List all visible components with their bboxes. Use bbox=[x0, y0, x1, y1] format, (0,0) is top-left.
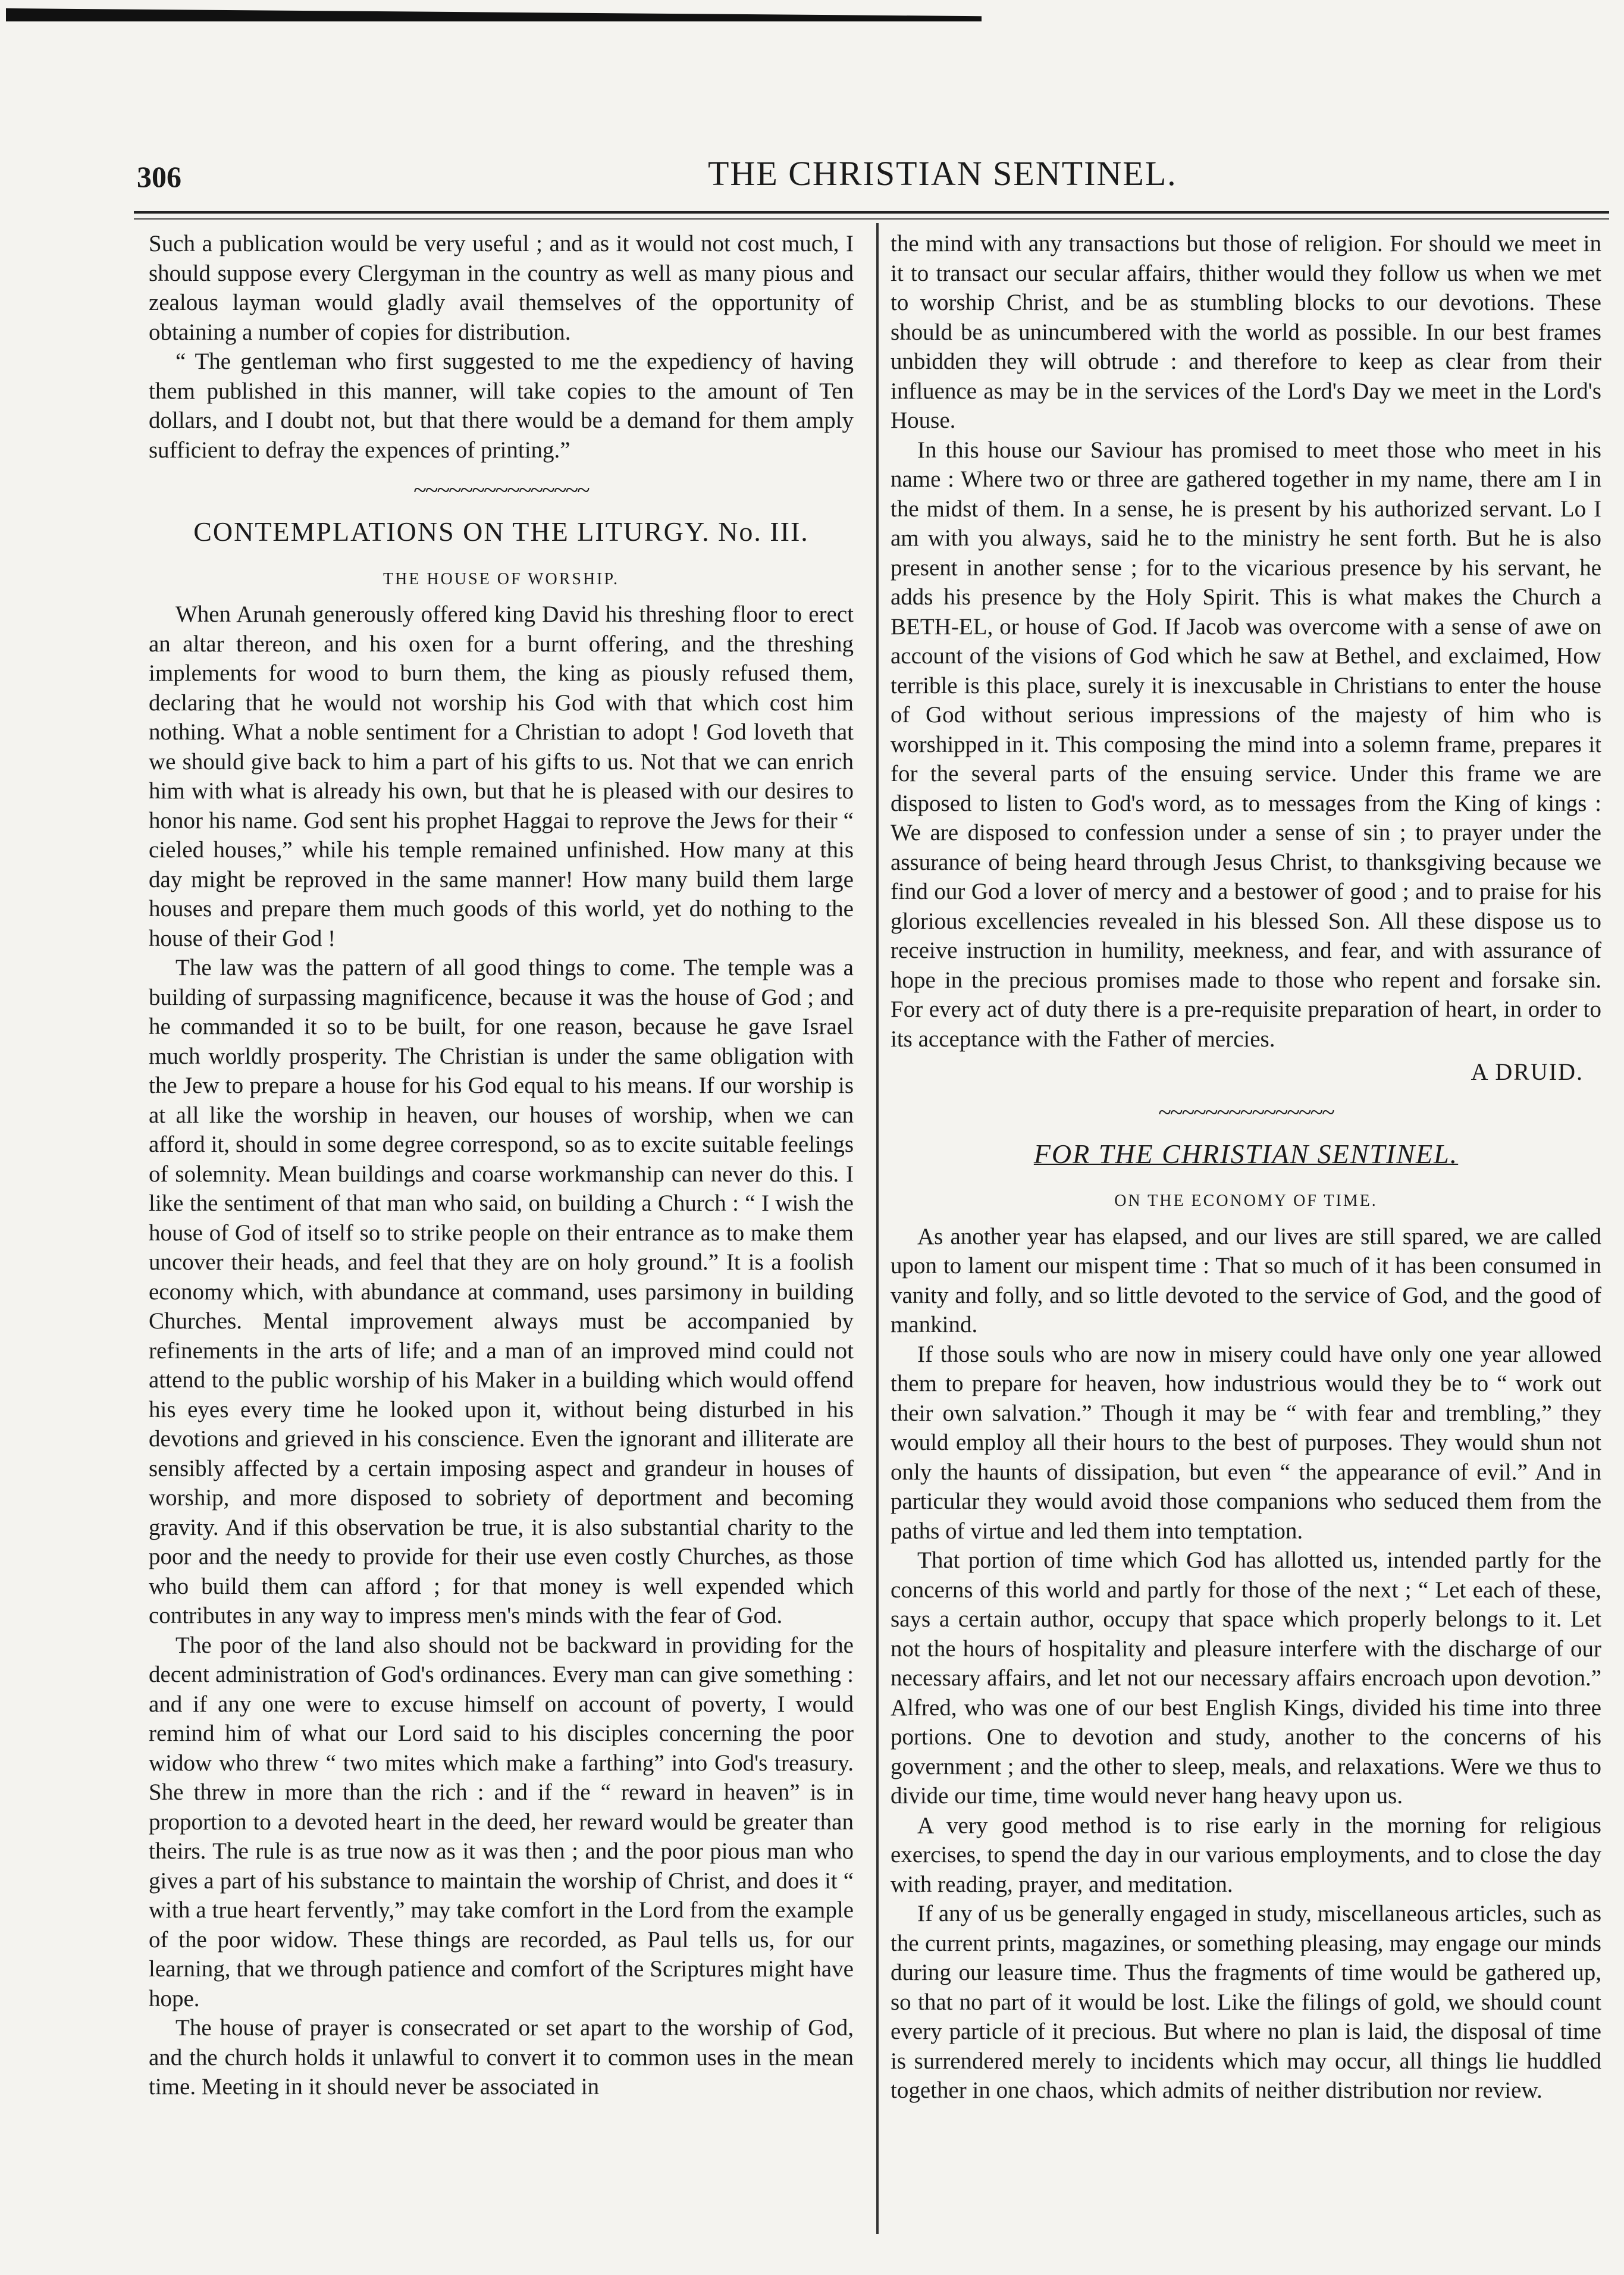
header-rule bbox=[134, 211, 1609, 220]
top-border-rule bbox=[6, 8, 982, 21]
continued-paragraph: In this house our Saviour has promised to meet those who meet in his name : Where two or three are gathered together in my name, there am I in the midst of them. In a sense, he is present by his authorized servant. Lo I am with you always, said he to the ministry he sent forth. But he is also present in another sense ; for to the vicarious presence by his servant, he adds his presence by the Holy Spirit. This is what makes the Church a BETH-EL, or house of God. If Jacob was overcome with a sense of awe on account of the visions of God which he saw at Bethel, and exclaimed, How terrible is this place, surely it is inexcusable in Christians to enter the house of God without serious impressions of the majesty of him who is worshipped in it. This composing the mind into a solemn frame, prepares it for the several parts of the ensuing service. Under this frame we are disposed to listen to God's word, as to messages from the King of kings : We are disposed to confession under a sense of sin ; to prayer under the assurance of being heard through Jesus Christ, to thanksgiving because we find our God a lover of mercy and a bestower of good ; and to praise for his glorious excellencies revealed in his blessed Son. All these dispose us to receive instruction in humility, meekness, and fear, and with assurance of hope in the precious promises made to those who repent and forsake sin. For every act of duty there is a pre-requisite preparation of heart, in order to its acceptance with the Father of mercies. bbox=[891, 437, 1601, 1052]
article-title: FOR THE CHRISTIAN SENTINEL. bbox=[1033, 1138, 1459, 1169]
article-paragraph: If those souls who are now in misery could have only one year allowed them to prepare for heaven, how industrious would they be to “ work out their own salvation.” Though it may be “ with fear and trembling,” they would employ all their hours to the best of purposes. They would shun not only the haunts of dissipation, but even “ the appearance of evil.” And in particular they would avoid those companions who seduced them from the paths of virtue and led them into temptation. bbox=[891, 1341, 1601, 1544]
continued-paragraph: the mind with any transactions but those of religion. For should we meet in it to transact our secular affairs, thither would they follow us when we met to worship Christ, and be as stumbling blocks to our devotions. These should be as unincumbered with the world as possible. In our best frames unbidden they will obtrude : and therefore to keep as clear from their influence as may be in the services of the Lord's Day we meet in the Lord's House. bbox=[891, 231, 1601, 433]
article-paragraph: The house of prayer is consecrated or set apart to the worship of God, and the church holds it unlawful to convert it to common uses in the mean time. Meeting in it should never be associated in bbox=[149, 2015, 854, 2099]
separator-ornament: ~~~~~~~~~~~~~~~ bbox=[1158, 1098, 1334, 1126]
page-header bbox=[137, 153, 1606, 201]
article-paragraph: The law was the pattern of all good things to come. The temple was a building of surpassing magnificence, because it was the house of God ; and he commanded it so to be built, for one reason, because he gave Israel much worldly prosperity. The Christian is under the same obligation with the Jew to prepare a house for his God equal to his means. If our worship is at all like the worship in heaven, our houses of worship, when we can afford it, should in some degree correspond, so as to excite suitable feelings of solemnity. Mean buildings and coarse workmanship can never do this. I like the sentiment of that man who said, on building a Church : “ I wish the house of God of itself so to strike people on their entrance as to make them uncover their heads, and feel that they are on holy ground.” It is a foolish economy which, with abundance at command, uses parsimony in building Churches. Mental improvement always must be accompanied by refinements in the arts of life; and a man of an improved mind could not attend to the public worship of his Maker in a building which would offend his eyes every time he looked upon it, without being disturbed in his devotions and grieved in his conscience. Even the ignorant and illiterate are sensibly affected by a certain imposing aspect and grandeur in houses of worship, and more disposed to sobriety of deportment and becoming gravity. And if this observation be true, it is also substantial charity to the poor and the needy to provide for their use even costly Churches, as those who build them can afford ; for that money is well expended which contributes in any way to impress men's minds with the fear of God. bbox=[149, 955, 854, 1628]
article-paragraph: If any of us be generally engaged in study, miscellaneous articles, such as the current prints, magazines, or something pleasing, may engage our minds during our leasure time. Thus the fragments of time would be gathered up, so that no part of it would be lost. Like the filings of gold, we should count every particle of it precious. But where no plan is laid, the disposal of time is surrendered merely to incidents which may occur, all things lie huddled together in one chaos, which admits of neither distribution nor review. bbox=[891, 1901, 1601, 2103]
article-title: CONTEMPLATIONS ON THE LITURGY. No. III. bbox=[193, 516, 809, 547]
article-subhead: THE HOUSE OF WORSHIP. bbox=[383, 569, 619, 588]
article-subhead: ON THE ECONOMY OF TIME. bbox=[1114, 1192, 1378, 1210]
running-title: THE CHRISTIAN SENTINEL. bbox=[708, 154, 1177, 193]
right-column bbox=[891, 229, 1601, 2105]
article-paragraph: The poor of the land also should not be backward in providing for the decent administration of God's ordinances. Every man can give something : and if any one were to excuse himself on account of poverty, I would remind him of what our Lord said to his disciples concerning the poor widow who threw “ two mites which make a farthing” into God's treasury. She threw in more than the rich : and if the “ reward in heaven” is in proportion to a devoted heart in the deed, her reward would be greater than theirs. The rule is as true now as it was then ; and the poor pious man who gives a part of his substance to maintain the worship of Christ, and does it “ with a true heart fervently,” may take comfort in the Lord from the example of the poor widow. These things are recorded, as Paul tells us, for our learning, that we through patience and comfort of the Scriptures might have hope. bbox=[149, 1632, 854, 2011]
intro-paragraph: Such a publication would be very useful ; and as it would not cost much, I should suppose every Clergyman in the country as well as many pious and zealous layman would gladly avail themselves of the opportunity of obtaining a number of copies for distribution. bbox=[149, 231, 854, 345]
article-paragraph: When Arunah generously offered king David his threshing floor to erect an altar thereon, and his oxen for a burnt offering, and the threshing implements for wood to burn them, the king as piously refused them, declaring that he would not worship his God with that which cost him nothing. What a noble sentiment for a Christian to adopt ! God loveth that we should give back to him a part of his gifts to us. Not that we can enrich him with what is already his own, but that he is pleased with our desires to honor his name. God sent his prophet Haggai to reprove the Jews for their “ cieled houses,” while his temple remained unfinished. How many at this day might be reproved in the same manner! How many build them large houses and prepare them much goods of this world, yet do nothing to the house of their God ! bbox=[149, 601, 854, 951]
left-column bbox=[149, 229, 854, 2102]
separator-ornament: ~~~~~~~~~~~~~~~ bbox=[413, 477, 589, 503]
article-paragraph: As another year has elapsed, and our lives are still spared, we are called upon to lament our mispent time : That so much of it has been consumed in vanity and folly, and so little devoted to the service of God, and the good of mankind. bbox=[891, 1223, 1601, 1337]
article-paragraph: That portion of time which God has allotted us, intended partly for the concerns of this world and partly for those of the next ; “ Let each of these, says a certain author, occupy that space which properly belongs to it. Let not the hours of hospitality and pleasure interfere with the discharge of our necessary affairs, and let not our necessary affairs encroach upon devotion.” Alfred, who was one of our best English Kings, divided his time into three portions. One to devotion and study, another to the concerns of his government ; and the other to sleep, meals, and relaxations. Were we thus to divide our time, time would never hang heavy upon us. bbox=[891, 1547, 1601, 1809]
article-paragraph: A very good method is to rise early in the morning for religious exercises, to spend the day in our various employments, and to close the day with reading, prayer, and meditation. bbox=[891, 1812, 1601, 1897]
author-signature: A DRUID. bbox=[1471, 1058, 1584, 1085]
intro-paragraph: “ The gentleman who first suggested to me the expediency of having them published in this manner, will take copies to the amount of Ten dollars, and I doubt not, but that there would be a demand for them amply sufficient to defray the expences of printing.” bbox=[149, 349, 854, 463]
page-number: 306 bbox=[137, 160, 181, 193]
column-divider bbox=[876, 223, 879, 2234]
